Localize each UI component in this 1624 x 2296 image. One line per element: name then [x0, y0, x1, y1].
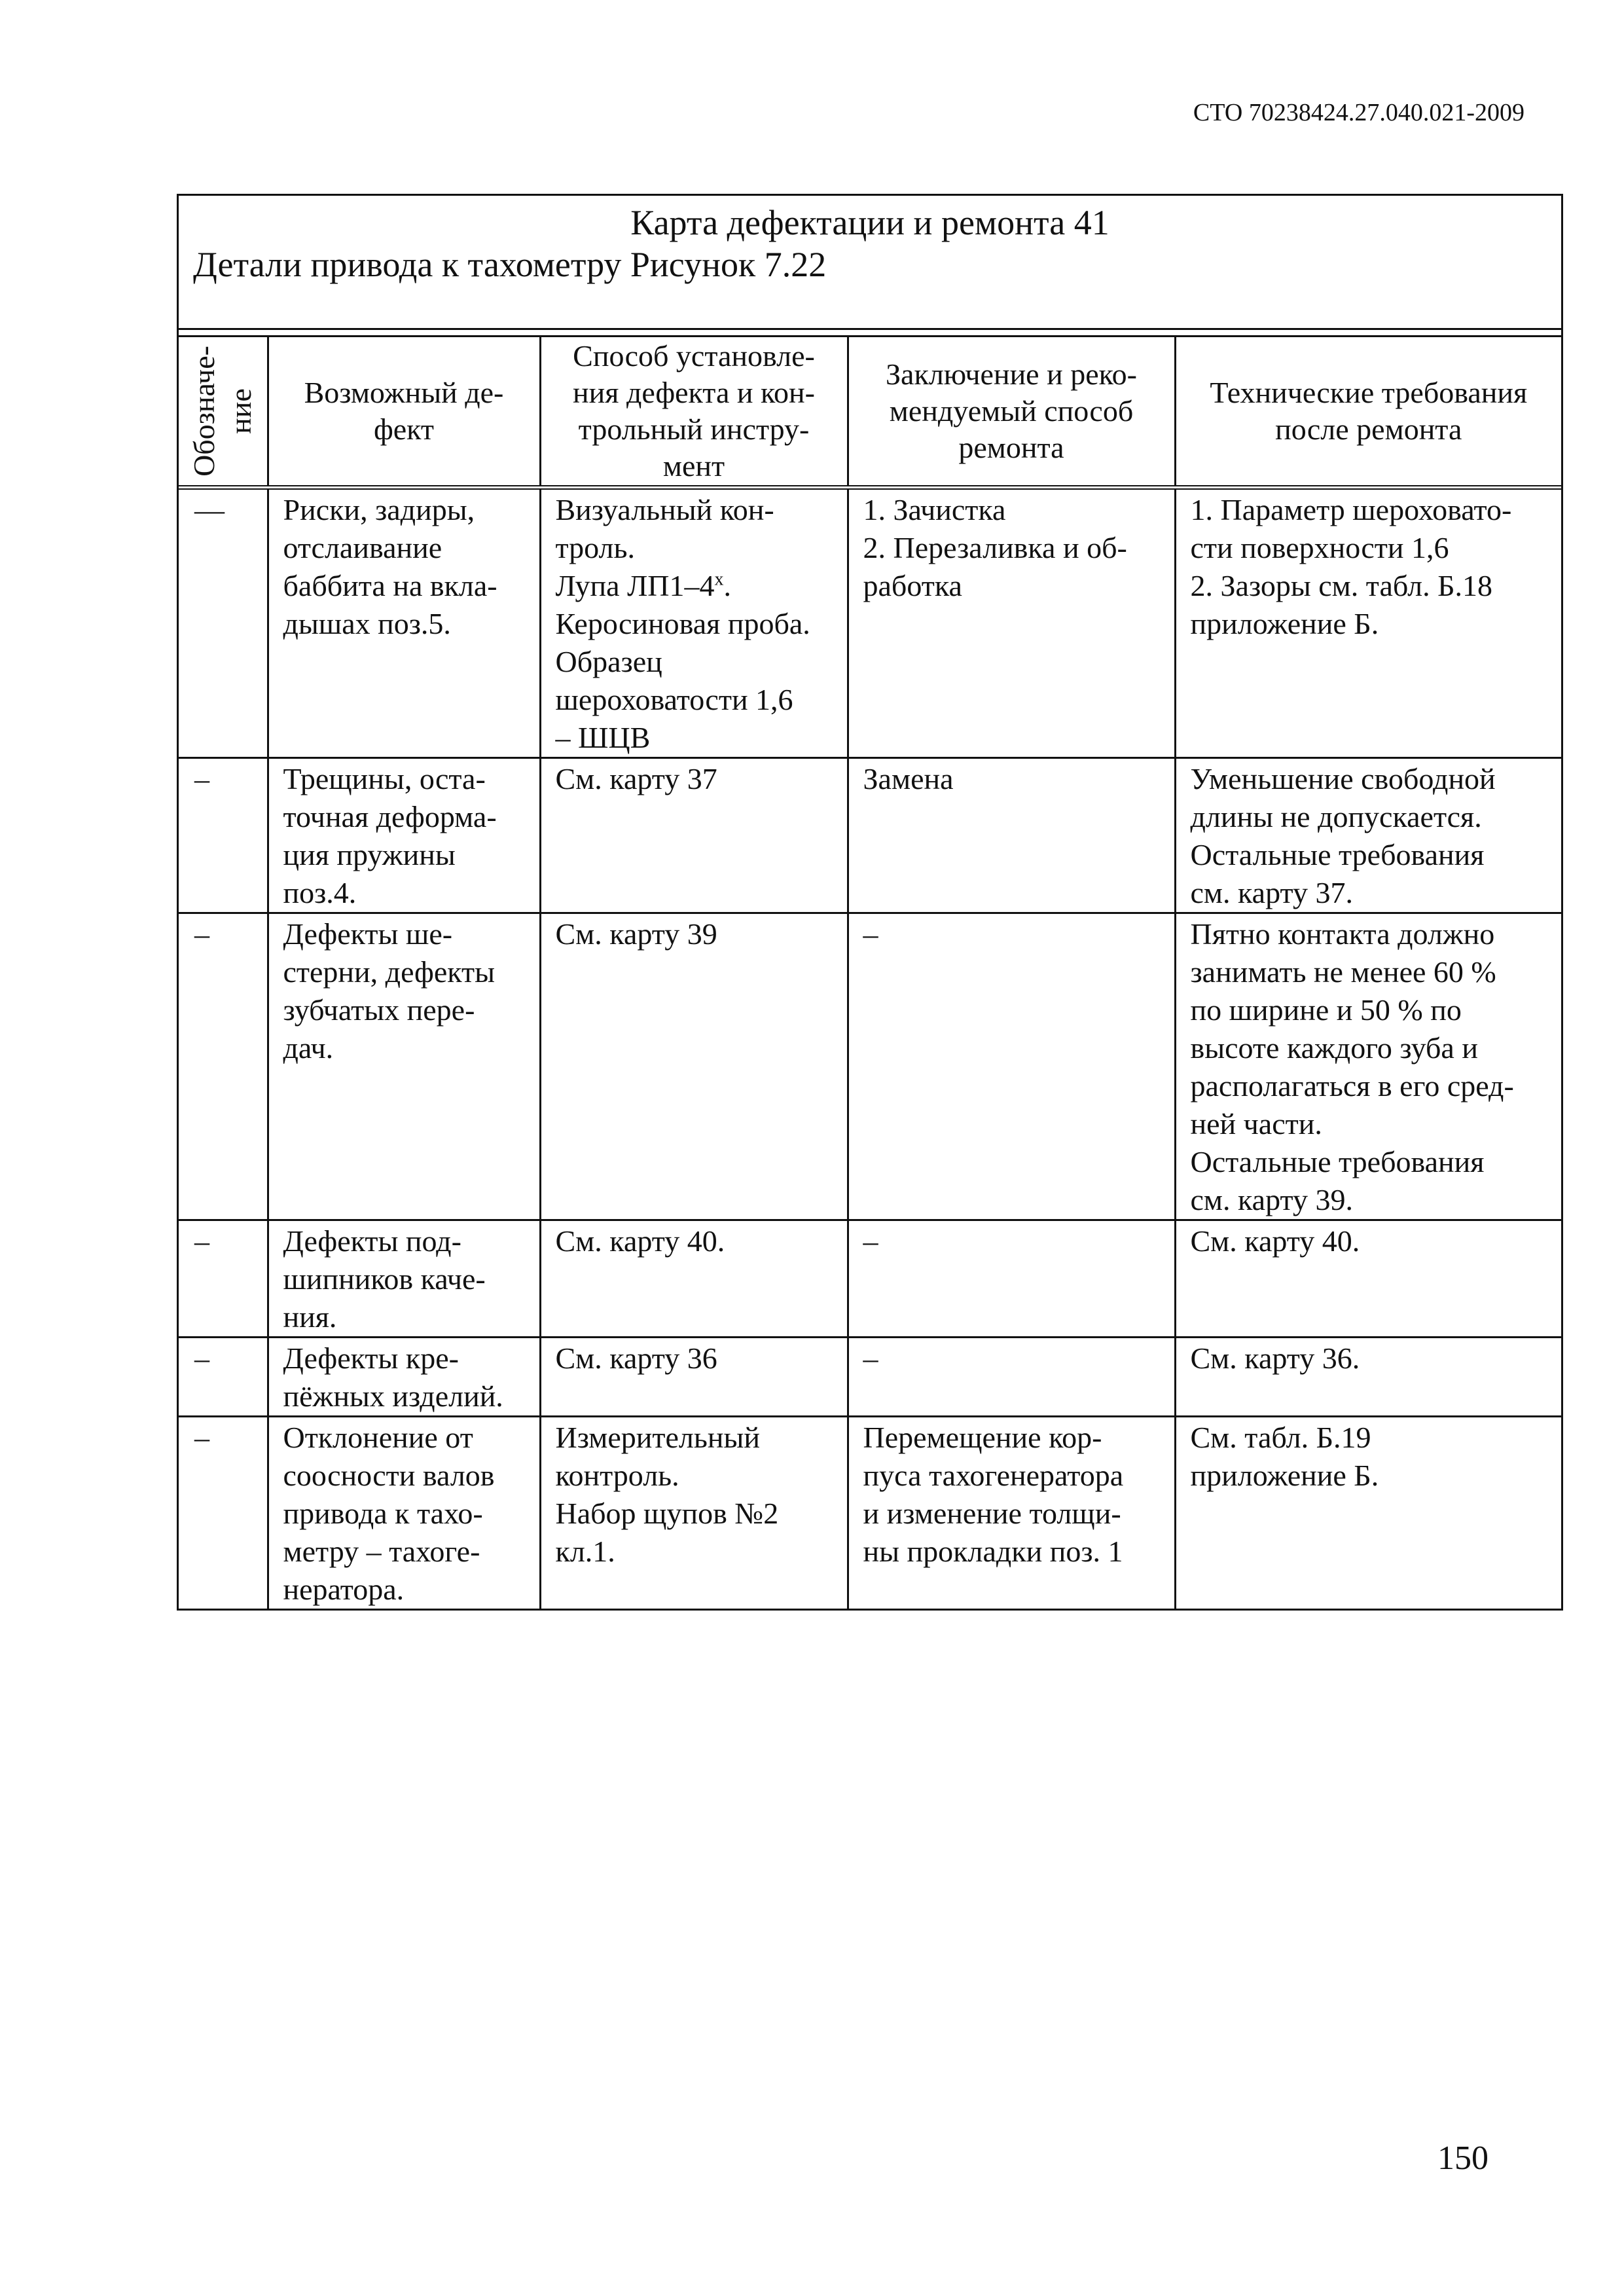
cell-defect: Дефекты под- шипников каче- ния. [268, 1220, 540, 1338]
cell-defect: Дефекты кре- пёжных изделий. [268, 1338, 540, 1417]
header-designation: Обозначе- ние [179, 337, 268, 488]
table-row [179, 488, 1561, 758]
cell-mark: – [179, 913, 268, 1220]
cell-conclusion: Замена [848, 758, 1175, 913]
table-row [179, 913, 1561, 1220]
cell-method: Визуальный кон- троль. Лупа $ЛП1-4^х$. Керосиновая проба. Образец шероховатости 1,6 – ШЦВ [540, 488, 848, 758]
cell-method: См. карту 40. [540, 1220, 848, 1338]
cell-requirements: См. карту 40. [1175, 1220, 1561, 1338]
card-subtitle: Детали привода к тахометру Рисунок 7.22 [193, 245, 827, 284]
cell-defect: Дефекты ше- стерни, дефекты зубчатых пере- дач. [268, 913, 540, 1220]
cell-defect: Отклонение от соосности валов привода к тахо- метру – тахоге- нератора. [268, 1417, 540, 1609]
cell-requirements: См. табл. Б.19 приложение Б. [1175, 1417, 1561, 1609]
defects-table [179, 337, 1561, 1609]
cell-requirements: Уменьшение свободной длины не допускается. Остальные требования см. карту 37. [1175, 758, 1561, 913]
cell-mark: – [179, 1220, 268, 1338]
cell-method: См. карту 39 [540, 913, 848, 1220]
header-defect: Возможный де- фект [268, 337, 540, 488]
cell-conclusion: 1. Зачистка 2. Перезаливка и об- работка [848, 488, 1175, 758]
cell-mark: — [179, 488, 268, 758]
table-row [179, 1417, 1561, 1609]
superscript-mark: х [714, 569, 724, 590]
cell-mark: – [179, 1417, 268, 1609]
defect-repair-card [177, 194, 1563, 1611]
header-requirements: Технические требования после ремонта [1175, 337, 1561, 488]
table-row [179, 1220, 1561, 1338]
cell-conclusion: – [848, 913, 1175, 1220]
header-method: Способ установле- ния дефекта и кон- трольный инстру- мент [540, 337, 848, 488]
header-separator [179, 330, 1561, 337]
document-code: СТО 70238424.27.040.021-2009 [1193, 99, 1525, 126]
cell-method: См. карту 37 [540, 758, 848, 913]
cell-requirements: Пятно контакта должно занимать не менее 60 % по ширине и 50 % по высоте каждого зуба и располагаться в его сред- ней части. Остальные требования см. карту 39. [1175, 913, 1561, 1220]
cell-defect: Трещины, оста- точная деформа- ция пружины поз.4. [268, 758, 540, 913]
header-conclusion: Заключение и реко- мендуемый способ ремонта [848, 337, 1175, 488]
cell-requirements: См. карту 36. [1175, 1338, 1561, 1417]
cell-method: Измерительный контроль. Набор щупов №2 кл.1. [540, 1417, 848, 1609]
cell-conclusion: – [848, 1220, 1175, 1338]
cell-mark: – [179, 1338, 268, 1417]
page-number: 150 [1437, 2140, 1489, 2177]
cell-conclusion: – [848, 1338, 1175, 1417]
cell-requirements: 1. Параметр шероховато- сти поверхности 1,6 2. Зазоры см. табл. Б.18 приложение Б. [1175, 488, 1561, 758]
card-title: Карта дефектации и ремонта 41 [630, 203, 1110, 242]
table-row [179, 1338, 1561, 1417]
table-header-row [179, 337, 1561, 488]
table-row [179, 758, 1561, 913]
cell-defect: Риски, задиры, отслаивание баббита на вкла- дышах поз.5. [268, 488, 540, 758]
card-header [179, 196, 1561, 330]
cell-conclusion: Перемещение кор- пуса тахогенератора и изменение толщи- ны прокладки поз. 1 [848, 1417, 1175, 1609]
cell-method: См. карту 36 [540, 1338, 848, 1417]
cell-mark: – [179, 758, 268, 913]
